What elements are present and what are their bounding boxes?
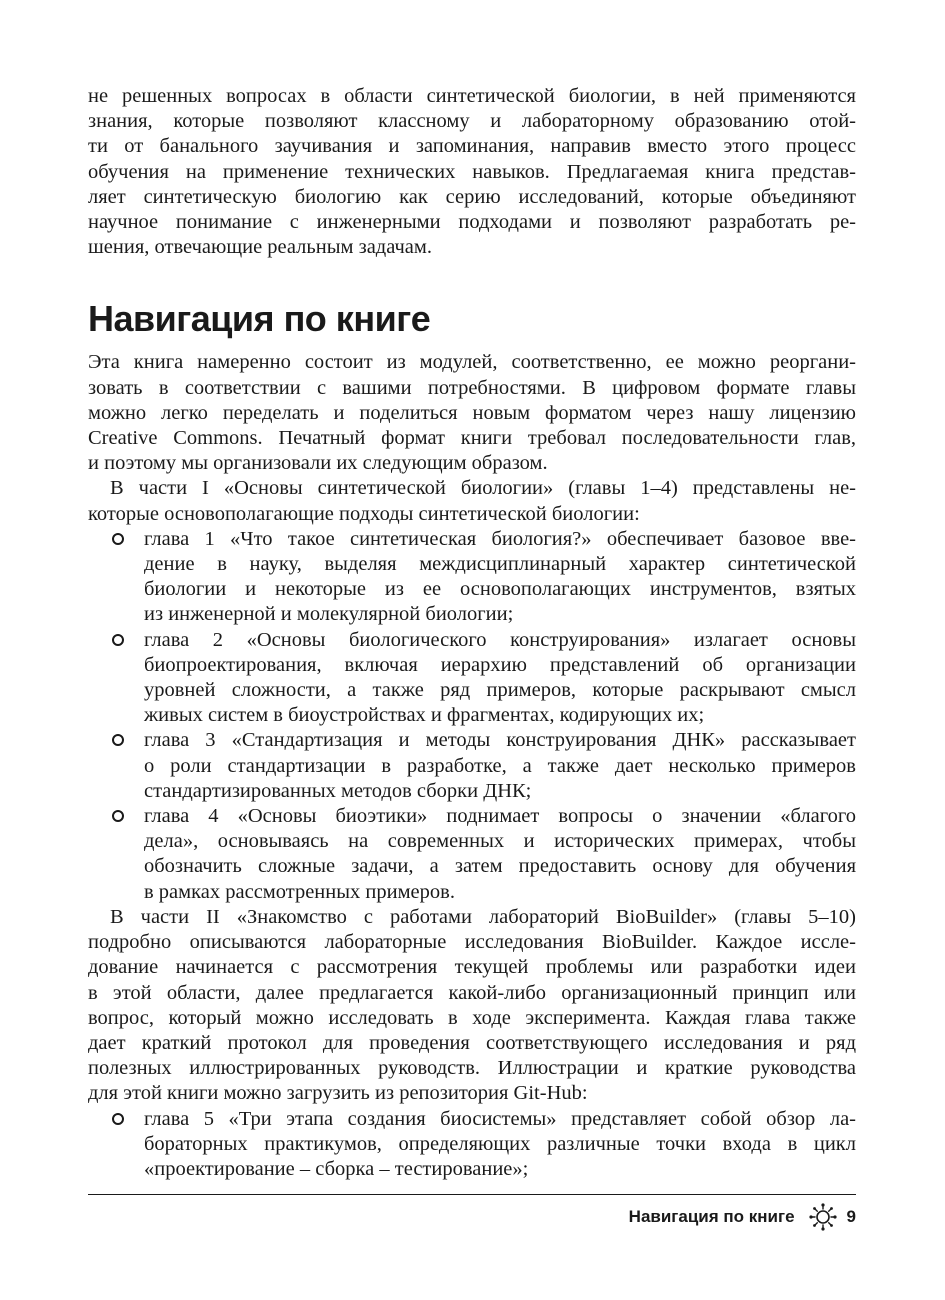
text-line: и поэтому мы организовали их следующим образом.: [88, 452, 548, 475]
text-line: В части I «Основы синтетической биологии» (главы 1–4) представлены не-: [110, 477, 856, 500]
list-item: [88, 527, 856, 628]
intro-paragraph: [88, 84, 856, 260]
page-body: [88, 84, 856, 1182]
running-title: Навигация по книге: [628, 1207, 795, 1226]
sun-icon: [809, 1203, 837, 1231]
text-line: о роли стандартизации в разработке, а также дает несколько примеров: [144, 754, 856, 777]
text-line: ляет синтетическую биологию как серию исследований, которые объединяют: [88, 185, 856, 208]
section-heading: Навигация по книге: [88, 298, 431, 340]
text-line: «проектирование – сборка – тестирование»;: [144, 1157, 529, 1180]
text-line: ти от банального заучивания и запоминания, направив вместо этого процесс: [88, 135, 856, 158]
text-line: зовать в соответствии с вашими потребностями. В цифровом формате главы: [88, 376, 856, 399]
text-line: биологии и некоторые из ее основополагающих инструментов, взятых: [144, 578, 856, 601]
text-line: из инженерной и молекулярной биологии;: [144, 603, 514, 626]
text-line: полезных иллюстрированных руководств. Иллюстрации и краткие руководства: [88, 1057, 856, 1080]
text-line: шения, отвечающие реальным задачам.: [88, 236, 433, 259]
text-line: обозначить сложные задачи, а затем предоставить основу для обучения: [144, 855, 856, 878]
list-item: [88, 728, 856, 804]
text-line: обучения на применение технических навыков. Предлагаемая книга представ-: [88, 160, 856, 183]
text-line: глава 2 «Основы биологического конструирования» излагает основы: [144, 628, 856, 651]
text-line: дение в науку, выделяя междисциплинарный характер синтетической: [144, 553, 856, 576]
circle-bullet-icon: [112, 533, 124, 545]
navigation-paragraph: [88, 350, 856, 476]
text-line: дела», основываясь на современных и исторических примерах, чтобы: [144, 830, 856, 853]
text-line: глава 3 «Стандартизация и методы конструирования ДНК» рассказывает: [144, 729, 856, 752]
circle-bullet-icon: [112, 634, 124, 646]
text-line: которые основополагающие подходы синтетической биологии:: [88, 502, 640, 525]
text-line: глава 4 «Основы биоэтики» поднимает вопросы о значении «благого: [144, 805, 856, 828]
text-line: стандартизированных методов сборки ДНК;: [144, 779, 532, 802]
circle-bullet-icon: [112, 1113, 124, 1125]
text-line: в этой области, далее предлагается какой-либо организационный принцип или: [88, 981, 856, 1004]
text-line: В части II «Знакомство с работами лабораторий BioBuilder» (главы 5–10): [110, 905, 856, 928]
text-line: дает краткий протокол для проведения соответствующего исследования и ряд: [88, 1031, 856, 1054]
circle-bullet-icon: [112, 810, 124, 822]
list-item: [88, 1107, 856, 1183]
part-two-paragraph: [88, 905, 856, 1107]
part-one-chapter-list: [88, 527, 856, 905]
text-line: биопроектирования, включая иерархию представлений об организации: [144, 653, 856, 676]
text-line: уровней сложности, а также ряд примеров, которые раскрывают смысл: [144, 679, 856, 702]
text-line: Creative Commons. Печатный формат книги требовал последовательности глав,: [88, 427, 856, 450]
circle-bullet-icon: [112, 734, 124, 746]
text-line: подробно описываются лабораторные исследования BioBuilder. Каждое иссле-: [88, 931, 856, 954]
text-line: можно легко переделать и поделиться новым форматом через нашу лицензию: [88, 401, 856, 424]
text-line: научное понимание с инженерными подходами и позволяют разработать ре-: [88, 211, 856, 234]
text-line: глава 5 «Три этапа создания биосистемы» представляет собой обзор ла-: [144, 1107, 856, 1130]
page-footer: [629, 1203, 856, 1231]
text-line: знания, которые позволяют классному и лабораторному образованию отой-: [88, 110, 856, 133]
text-line: не решенных вопросах в области синтетической биологии, в ней применяются: [88, 85, 856, 107]
list-item: [88, 804, 856, 905]
text-line: в рамках рассмотренных примеров.: [144, 880, 455, 903]
text-line: глава 1 «Что такое синтетическая биология?» обеспечивает базовое вве-: [144, 527, 856, 550]
part-two-chapter-list: [88, 1107, 856, 1183]
text-line: дование начинается с рассмотрения текущей проблемы или разработки идеи: [88, 956, 856, 979]
part-one-paragraph: [88, 476, 856, 526]
text-line: Эта книга намеренно состоит из модулей, соответственно, ее можно реоргани-: [88, 351, 856, 374]
text-line: живых систем в биоустройствах и фрагментах, кодирующих их;: [144, 704, 705, 727]
footer-divider: [88, 1194, 856, 1195]
text-line: для этой книги можно загрузить из репозитория Git-Hub:: [88, 1082, 588, 1105]
list-item: [88, 628, 856, 729]
page-number: 9: [846, 1207, 856, 1226]
text-line: вопрос, который можно исследовать в ходе эксперимента. Каждая глава также: [88, 1006, 856, 1029]
text-line: бораторных практикумов, определяющих различные точки входа в цикл: [144, 1132, 856, 1155]
